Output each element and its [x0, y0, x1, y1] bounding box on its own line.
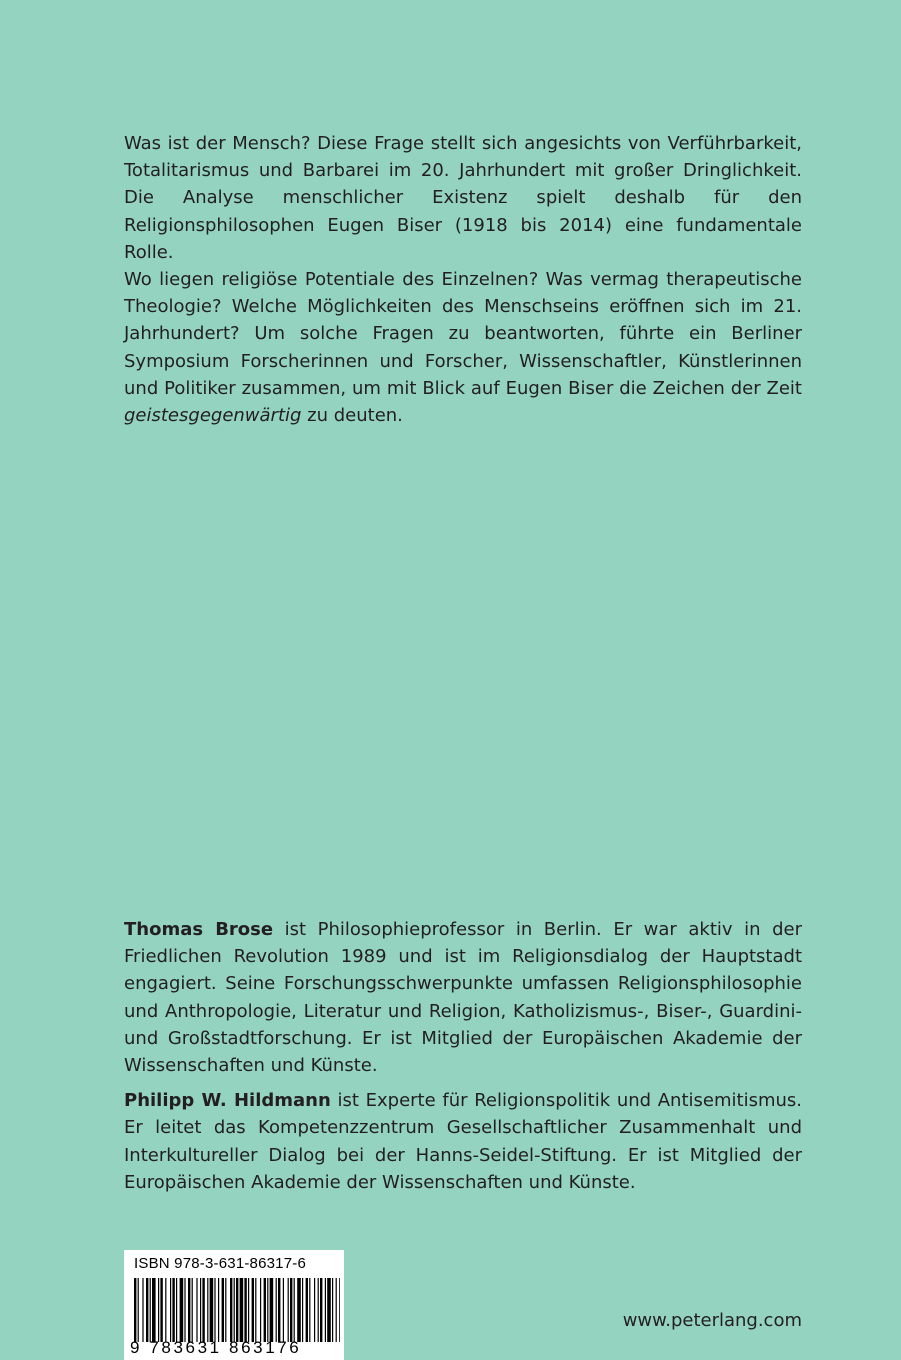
barcode-bar [138, 1278, 139, 1342]
barcode-bar [306, 1278, 308, 1342]
barcode-bars [134, 1278, 340, 1342]
barcode-bar [222, 1278, 224, 1342]
barcode-bar [207, 1278, 208, 1342]
barcode-bar [260, 1278, 261, 1342]
barcode-bar [314, 1278, 315, 1342]
barcode-bar [150, 1278, 151, 1342]
barcode-bar [336, 1278, 337, 1342]
publisher-url[interactable]: www.peterlang.com [622, 1310, 802, 1331]
barcode-bar [255, 1278, 256, 1342]
isbn-label: ISBN 978-3-631-86317-6 [134, 1255, 307, 1272]
barcode-bar [180, 1278, 184, 1342]
author-name: Philipp W. Hildmann [124, 1090, 331, 1112]
barcode-bar [210, 1278, 214, 1342]
barcode-bar [318, 1278, 319, 1342]
author-name: Thomas Brose [124, 919, 274, 940]
barcode-bar [264, 1278, 266, 1342]
barcode-bar [327, 1278, 331, 1342]
barcode-bar [188, 1278, 190, 1342]
barcode-bar [160, 1278, 162, 1342]
barcode-bar [302, 1278, 303, 1342]
barcode-bar [244, 1278, 246, 1342]
barcode-bar [200, 1278, 201, 1342]
barcode-bar [290, 1278, 292, 1342]
barcode-bar [134, 1278, 136, 1342]
barcode-bar [218, 1278, 219, 1342]
barcode-bar [165, 1278, 166, 1342]
author-bio [124, 916, 802, 1079]
barcode-bar [267, 1278, 268, 1342]
barcode-bar [240, 1278, 244, 1342]
barcode-bar [297, 1278, 301, 1342]
ean-digits: 9 783631 863176 [130, 1338, 302, 1357]
barcode-bar [170, 1278, 171, 1342]
barcode-bar [294, 1278, 295, 1342]
author-bios [124, 916, 802, 1204]
blurb-paragraph-2 [124, 266, 802, 429]
blurb-paragraph-2-end: zu deuten. [301, 405, 403, 427]
barcode-bar [214, 1278, 215, 1342]
barcode-bar [248, 1278, 249, 1342]
barcode-bar [236, 1278, 238, 1342]
barcode-bar [196, 1278, 197, 1342]
barcode-bar [288, 1278, 289, 1342]
barcode-bar [176, 1278, 177, 1342]
blurb [124, 130, 802, 429]
blurb-italic-term: geistesgegenwärtig [124, 405, 302, 427]
barcode-bar [202, 1278, 204, 1342]
barcode-bar [234, 1278, 235, 1342]
barcode-bar [332, 1278, 333, 1342]
barcode-bar [158, 1278, 159, 1342]
barcode-bar [339, 1278, 340, 1342]
barcode-bar [270, 1278, 274, 1342]
author-bio-text: ist Experte für Religionspolitik und Antisemitismus. Er leitet das Kompetenzzentrum Gesellschaftlicher Zusammenhalt und Interkultureller Dialog bei der Hanns-Seidel-Stiftung. Er ist Mitglied der Europäischen Akademie der Wissenschaften und Künste. [124, 1090, 802, 1193]
barcode-bar [152, 1278, 156, 1342]
barcode-bar [276, 1278, 277, 1342]
isbn-barcode [124, 1250, 344, 1360]
barcode-bar [252, 1278, 254, 1342]
barcode-bar [142, 1278, 143, 1342]
author-bio [124, 1087, 802, 1196]
barcode-bar [325, 1278, 326, 1342]
barcode-bar [184, 1278, 185, 1342]
barcode-bar [309, 1278, 310, 1342]
barcode-bar [320, 1278, 322, 1342]
barcode-bar [278, 1278, 280, 1342]
barcode-bar [230, 1278, 232, 1342]
barcode-bar [283, 1278, 284, 1342]
barcode-bar [146, 1278, 148, 1342]
barcode-bar [225, 1278, 226, 1342]
author-bio-text: ist Philosophieprofessor in Berlin. Er war aktiv in der Friedlichen Revolution 1989 und ist im Religionsdialog der Hauptstadt engagiert. Seine Forschungsschwerpunkte umfassen Religionsphilosophie und Anthropologie, Literatur und Religion, Katholizismus-, Biser-, Guardini- und Großstadtforschung. Er ist Mitglied der Europäischen Akademie der Wissenschaften und Künste. [124, 919, 802, 1077]
blurb-paragraph-2-start: Wo liegen religiöse Potentiale des Einzelnen? Was vermag therapeutische Theologie? Welche Möglichkeiten des Menschseins eröffnen sich im 21. Jahrhundert? Um solche Fragen zu beantworten, führte ein Berliner Symposium Forscherinnen und Forscher, Wissenschaftler, Künstlerinnen und Politiker zusammen, um mit Blick auf Eugen Biser die Zeichen der Zeit [124, 269, 802, 399]
blurb-paragraph-1: Was ist der Mensch? Diese Frage stellt sich angesichts von Verführbarkeit, Totalitarismus und Barbarei im 20. Jahrhundert mit großer Dringlichkeit. Die Analyse menschlicher Existenz spielt deshalb für den Religionsphilosophen Eugen Biser (1918 bis 2014) eine fundamentale Rolle. [124, 133, 802, 263]
barcode-bar [172, 1278, 174, 1342]
barcode-bar [192, 1278, 193, 1342]
